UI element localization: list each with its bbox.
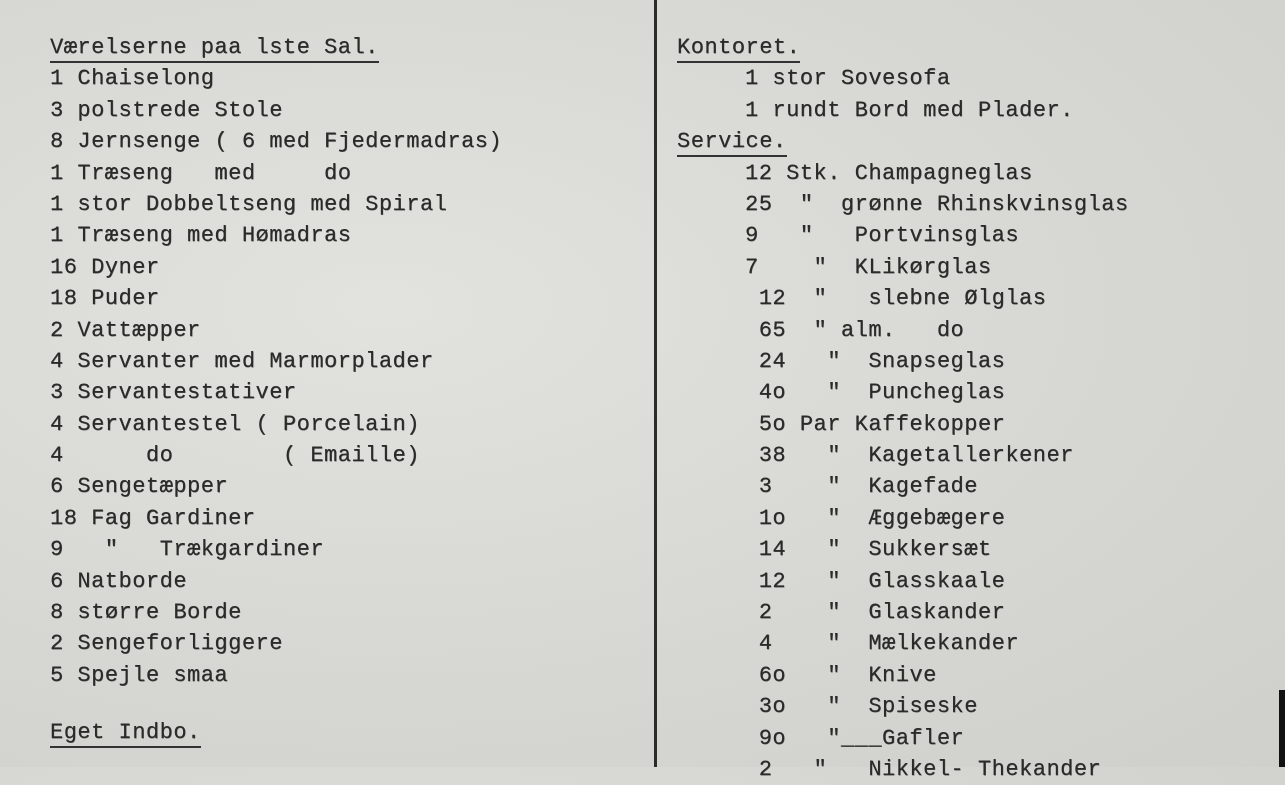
service-line: 1o " Æggebægere <box>745 505 1006 531</box>
service-line: 5o Par Kaffekopper <box>745 411 1006 437</box>
service-line: 14 " Sukkersæt <box>745 537 992 563</box>
service-line: 6o " Knive <box>745 662 937 688</box>
service-line: 12 " slebne Ølglas <box>745 286 1047 312</box>
inventory-line: 9 " Trækgardiner <box>50 537 325 563</box>
service-line: 2 " Nikkel- Thekander <box>745 756 1102 782</box>
service-line: 9o "___Gafler <box>745 725 965 751</box>
column-divider <box>654 0 657 767</box>
right-column <box>677 32 1277 785</box>
inventory-line: 1 Chaiselong <box>50 66 215 92</box>
left-footer-heading <box>50 717 640 748</box>
service-line: 12 Stk. Champagneglas <box>745 160 1033 186</box>
inventory-line: 5 Spejle smaa <box>50 662 229 688</box>
service-items-list <box>677 158 1277 785</box>
right-heading-kontoret-text: Kontoret. <box>677 35 800 63</box>
service-line: 9 " Portvinsglas <box>745 223 1020 249</box>
right-heading-kontoret <box>677 32 1277 63</box>
left-items-list <box>50 63 640 691</box>
inventory-line: 1 stor Dobbeltseng med Spiral <box>50 191 448 217</box>
inventory-line: 1 Træseng med do <box>50 160 352 186</box>
kontoret-items-list <box>677 63 1277 126</box>
inventory-line: 4 Servantestel ( Porcelain) <box>50 411 420 437</box>
service-line: 38 " Kagetallerkener <box>745 443 1074 469</box>
inventory-line: 4 Servanter med Marmorplader <box>50 348 434 374</box>
inventory-line: 6 Sengetæpper <box>50 474 229 500</box>
service-line: 7 " KLikørglas <box>745 254 992 280</box>
inventory-line: 18 Fag Gardiner <box>50 505 256 531</box>
service-line: 4o " Puncheglas <box>745 380 1006 406</box>
service-line: 3o " Spiseske <box>745 694 978 720</box>
service-line: 25 " grønne Rhinskvinsglas <box>745 191 1129 217</box>
service-line: 4 " Mælkekander <box>745 631 1020 657</box>
inventory-line: 16 Dyner <box>50 254 160 280</box>
right-heading-service-text: Service. <box>677 129 787 157</box>
spacer <box>50 691 640 717</box>
left-heading-text: Værelserne paa lste Sal. <box>50 35 379 63</box>
left-column <box>50 32 640 749</box>
service-line: 12 " Glasskaale <box>745 568 1006 594</box>
inventory-line: 3 Servantestativer <box>50 380 297 406</box>
service-line: 3 " Kagefade <box>745 474 978 500</box>
kontoret-line: 1 stor Sovesofa <box>745 66 951 92</box>
inventory-line: 3 polstrede Stole <box>50 97 283 123</box>
inventory-line: 8 Jernsenge ( 6 med Fjedermadras) <box>50 129 503 155</box>
inventory-line: 2 Sengeforliggere <box>50 631 283 657</box>
service-line: 65 " alm. do <box>745 317 965 343</box>
service-line: 24 " Snapseglas <box>745 348 1006 374</box>
inventory-line: 8 større Borde <box>50 600 242 626</box>
left-footer-heading-text: Eget Indbo. <box>50 720 201 748</box>
inventory-line: 4 do ( Emaille) <box>50 443 420 469</box>
service-line: 2 " Glaskander <box>745 600 1006 626</box>
inventory-line: 1 Træseng med Hømadras <box>50 223 352 249</box>
inventory-line: 6 Natborde <box>50 568 188 594</box>
edge-mark <box>1279 690 1285 767</box>
kontoret-line: 1 rundt Bord med Plader. <box>745 97 1074 123</box>
inventory-line: 18 Puder <box>50 286 160 312</box>
left-heading <box>50 32 640 63</box>
inventory-line: 2 Vattæpper <box>50 317 201 343</box>
right-heading-service <box>677 126 1277 157</box>
